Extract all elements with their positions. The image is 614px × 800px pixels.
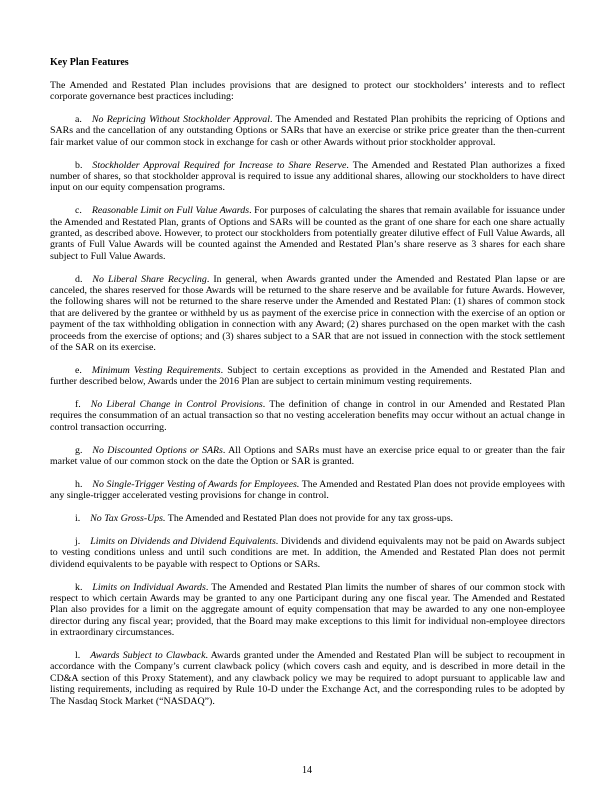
intro-paragraph: The Amended and Restated Plan includes provisions that are designed to protect our stockholders’ interests and to reflect corporate governance best practices including: <box>50 79 565 103</box>
plan-feature-item-c <box>50 205 565 262</box>
item-body: . The Amended and Restated Plan prohibits the repricing of Options and SARs and the cancellation of any outstanding Options or SARs that have an exercise or strike price greater than the then-current fair market value of our common stock in exchange for cash or other Awards without prior stockholder approval. <box>50 114 565 148</box>
item-title: Awards Subject to Clawback <box>90 649 206 661</box>
plan-feature-item-k <box>50 582 565 639</box>
plan-feature-item-b <box>50 160 565 194</box>
item-title: Reasonable Limit on Full Value Awards <box>91 205 250 217</box>
item-body: . Dividends and dividend equivalents may not be paid on Awards subject to vesting conditions unless and until such conditions are met. In addition, the Amended and Restated Plan does not permit dividend equivalents to be payable with respect to Options or SARs. <box>50 535 566 570</box>
item-body: . For purposes of calculating the shares that remain available for issuance under the Amended and Restated Plan, grants of Options and SARs will be counted as the grant of one share for each one share actually granted, as described above. However, to protect our stockholders from potentially greater dilutive effect of Full Value Awards, all grants of Full Value Awards will be counted against the Amended and Restated Plan’s share reserve as 3 shares for each share subject to Full Value Awards. <box>50 205 565 262</box>
item-letter: k. <box>75 581 83 593</box>
item-letter: h. <box>75 478 83 490</box>
item-body: . In general, when Awards granted under the Amended and Restated Plan lapse or are canceled, the shares reserved for those Awards will be returned to the share reserve and be available for future Awards. However, the following shares will not be returned to the share reserve under the Amended and Restated Plan: (1) shares of common stock that are delivered by the grantee or withheld by us as payment of the exercise price in connection with the exercise of an option or payment of the tax withholding obligation in connection with any Award; (2) shares purchased on the open market with the cash proceeds from the exercise of options; and (3) shares subject to a SAR that are not issued in connection with the stock settlement of the SAR on its exercise. <box>50 273 566 354</box>
item-title: No Repricing Without Stockholder Approval <box>91 114 270 125</box>
item-title: No Liberal Share Recycling <box>92 273 207 285</box>
item-letter: i. <box>75 513 81 525</box>
plan-feature-item-l <box>50 650 565 707</box>
plan-feature-item-d <box>50 274 565 354</box>
item-body: The Amended and Restated Plan does not provide for any tax gross-ups. <box>165 513 454 525</box>
item-letter: l. <box>75 649 81 661</box>
plan-feature-item-h <box>50 479 565 502</box>
item-title: No Single-Trigger Vesting of Awards for Employees. <box>92 478 300 490</box>
plan-feature-item-g <box>50 445 565 468</box>
item-body: . The Amended and Restated Plan limits the number of shares of our common stock with respect to which certain Awards may be granted to any one Participant during any one fiscal year. The Amended and Restated Plan also provides for a limit on the aggregate amount of equity compensation that may be awarded to any one non-employee director during any fiscal year; provided, that the Board may make exceptions to this limit for individual non-employee directors in extraordinary circumstances. <box>50 581 566 639</box>
item-body: . Awards granted under the Amended and Restated Plan will be subject to recoupment in accordance with the Company’s current clawback policy (which covers cash and equity, and is described in more detail in the CD&A section of this Proxy Statement), and any clawback policy we may be required to adopt pursuant to applicable law and listing requirements, including as required by Rule 10-D under the Exchange Act, and the corresponding rules to be adopted by The Nasdaq Stock Market (“NASDAQ”). <box>50 649 565 707</box>
document-content <box>50 57 565 707</box>
plan-feature-item-f <box>50 399 565 433</box>
item-title: Limits on Dividends and Dividend Equivalents <box>90 535 276 547</box>
plan-feature-item-e <box>50 365 565 388</box>
item-letter: e. <box>75 364 82 376</box>
item-letter: c. <box>75 205 82 217</box>
item-title: No Liberal Change in Control Provisions <box>90 399 263 411</box>
item-letter: g. <box>75 444 83 456</box>
item-title: No Discounted Options or SARs <box>92 444 223 456</box>
item-letter: b. <box>75 159 83 171</box>
item-title: Stockholder Approval Required for Increase to Share Reserve <box>92 159 347 171</box>
item-body: . All Options and SARs must have an exercise price equal to or greater than the fair market value of our common stock on the date the Option or SAR is granted. <box>50 444 566 468</box>
item-body: The Amended and Restated Plan does not provide employees with any single-trigger accelerated vesting provisions for change in control. <box>50 478 565 502</box>
section-heading: Key Plan Features <box>50 57 129 68</box>
item-title: No Tax Gross-Ups. <box>90 513 166 525</box>
item-body: . The Amended and Restated Plan authorizes a fixed number of shares, so that stockholder approval is required to issue any additional shares, allowing our stockholders to have direct input on our equity compensation programs. <box>50 159 565 194</box>
plan-feature-item-i <box>50 513 565 524</box>
plan-feature-item-j <box>50 536 565 570</box>
item-body: . The definition of change in control in our Amended and Restated Plan requires the consummation of an actual transaction so that no vesting acceleration benefits may occur without an actual change in control transaction occurring. <box>50 399 565 433</box>
item-title: Minimum Vesting Requirements <box>91 364 221 376</box>
page-number: 14 <box>302 764 312 776</box>
item-letter: a. <box>75 114 82 125</box>
item-body: . Subject to certain exceptions as provided in the Amended and Restated Plan and further described below, Awards under the 2016 Plan are subject to certain minimum vesting requirements. <box>50 364 565 388</box>
item-letter: d. <box>75 273 83 285</box>
item-title: Limits on Individual Awards <box>92 581 206 593</box>
item-letter: j. <box>75 535 81 547</box>
item-letter: f. <box>75 399 81 411</box>
plan-feature-item-a <box>50 114 565 148</box>
